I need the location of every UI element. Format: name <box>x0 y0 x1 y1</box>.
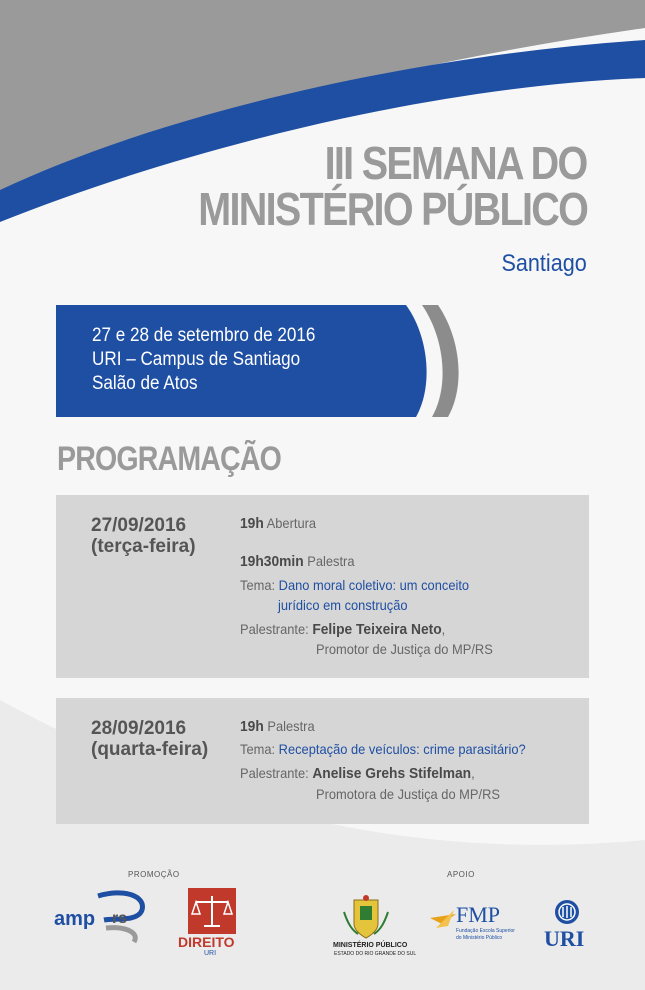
day-2-speaker-role: Promotora de Justiça do MP/RS <box>316 786 500 802</box>
day-1-theme-line-1: Dano moral coletivo: um conceito <box>278 577 470 593</box>
day-2-date-block <box>91 718 208 760</box>
day-1-weekday: (terça-feira) <box>91 536 196 557</box>
mprs-logo <box>330 894 417 962</box>
coat-of-arms-icon <box>330 894 402 940</box>
title-line-1: III SEMANA DO <box>325 137 587 189</box>
day-1-theme-label: Tema: <box>240 577 276 593</box>
event-info-box <box>56 305 476 417</box>
day-2-time-1: 19h <box>240 718 264 735</box>
day-1-item-lecture <box>240 553 354 570</box>
day-1-time-1: 19h <box>240 515 264 532</box>
amprs-logo <box>54 888 148 948</box>
day-2-box <box>56 698 589 824</box>
day-1-time-2: 19h30min <box>240 553 304 570</box>
direito-text: DIREITO <box>178 934 235 950</box>
uri-emblem-icon <box>540 898 594 928</box>
program-heading: PROGRAMAÇÃO <box>57 440 282 478</box>
day-1-speaker: Palestrante: Felipe Teixeira Neto, <box>240 621 446 638</box>
mprs-state: ESTADO DO RIO GRANDE DO SUL <box>334 951 417 957</box>
fmp-logo <box>428 900 520 946</box>
day-1-event-2: Palestra <box>307 553 355 569</box>
day-2-weekday: (quarta-feira) <box>91 739 209 760</box>
day-1-theme-line-2: jurídico em construção <box>278 597 408 613</box>
scales-icon <box>178 888 246 934</box>
event-venue: URI – Campus de Santiago <box>92 349 301 370</box>
event-dates: 27 e 28 de setembro de 2016 <box>92 325 316 346</box>
direito-uri-text: URI <box>204 950 217 957</box>
uri-logo <box>540 898 594 954</box>
support-label: APOIO <box>447 870 475 879</box>
day-2-date: 28/09/2016 <box>91 718 187 739</box>
day-2-speaker-name: Anelise Grehs Stifelman <box>312 765 472 782</box>
day-1-date-block <box>91 515 196 557</box>
amprs-text: amp <box>54 908 96 930</box>
day-1-speaker-label: Palestrante: <box>240 621 309 637</box>
amprs-rs-text: rs <box>112 910 128 927</box>
day-2-theme <box>240 741 526 757</box>
day-2-item-lecture <box>240 718 315 735</box>
day-1-event-1: Abertura <box>266 515 317 531</box>
event-room: Salão de Atos <box>92 373 198 394</box>
day-1-speaker-role: Promotor de Justiça do MP/RS <box>316 641 493 657</box>
day-2-theme-line-1: Receptação de veículos: crime parasitário? <box>278 741 526 757</box>
day-1-speaker-name: Felipe Teixeira Neto <box>312 621 442 638</box>
day-2-speaker: Palestrante: Anelise Grehs Stifelman, <box>240 765 475 782</box>
fmp-subtitle-1: Fundação Escola Superior <box>456 928 515 934</box>
day-2-event-1: Palestra <box>267 718 315 734</box>
title-line-2: MINISTÉRIO PÚBLICO <box>198 183 587 235</box>
subtitle: Santiago <box>501 250 587 277</box>
promotion-label: PROMOÇÃO <box>128 870 180 879</box>
day-2-speaker-label: Palestrante: <box>240 765 309 781</box>
day-2-theme-label: Tema: <box>240 741 276 757</box>
fmp-star-icon <box>428 904 458 934</box>
mprs-name: MINISTÉRIO PÚBLICO <box>333 942 408 949</box>
fmp-text: FMP <box>456 902 501 927</box>
uri-text: URI <box>544 926 585 951</box>
day-1-date: 27/09/2016 <box>91 515 187 536</box>
direito-logo <box>178 888 246 960</box>
day-1-theme <box>240 577 469 593</box>
day-1-box <box>56 495 589 678</box>
fmp-subtitle-2: do Ministério Público <box>456 935 503 941</box>
day-1-item-opening <box>240 515 316 532</box>
